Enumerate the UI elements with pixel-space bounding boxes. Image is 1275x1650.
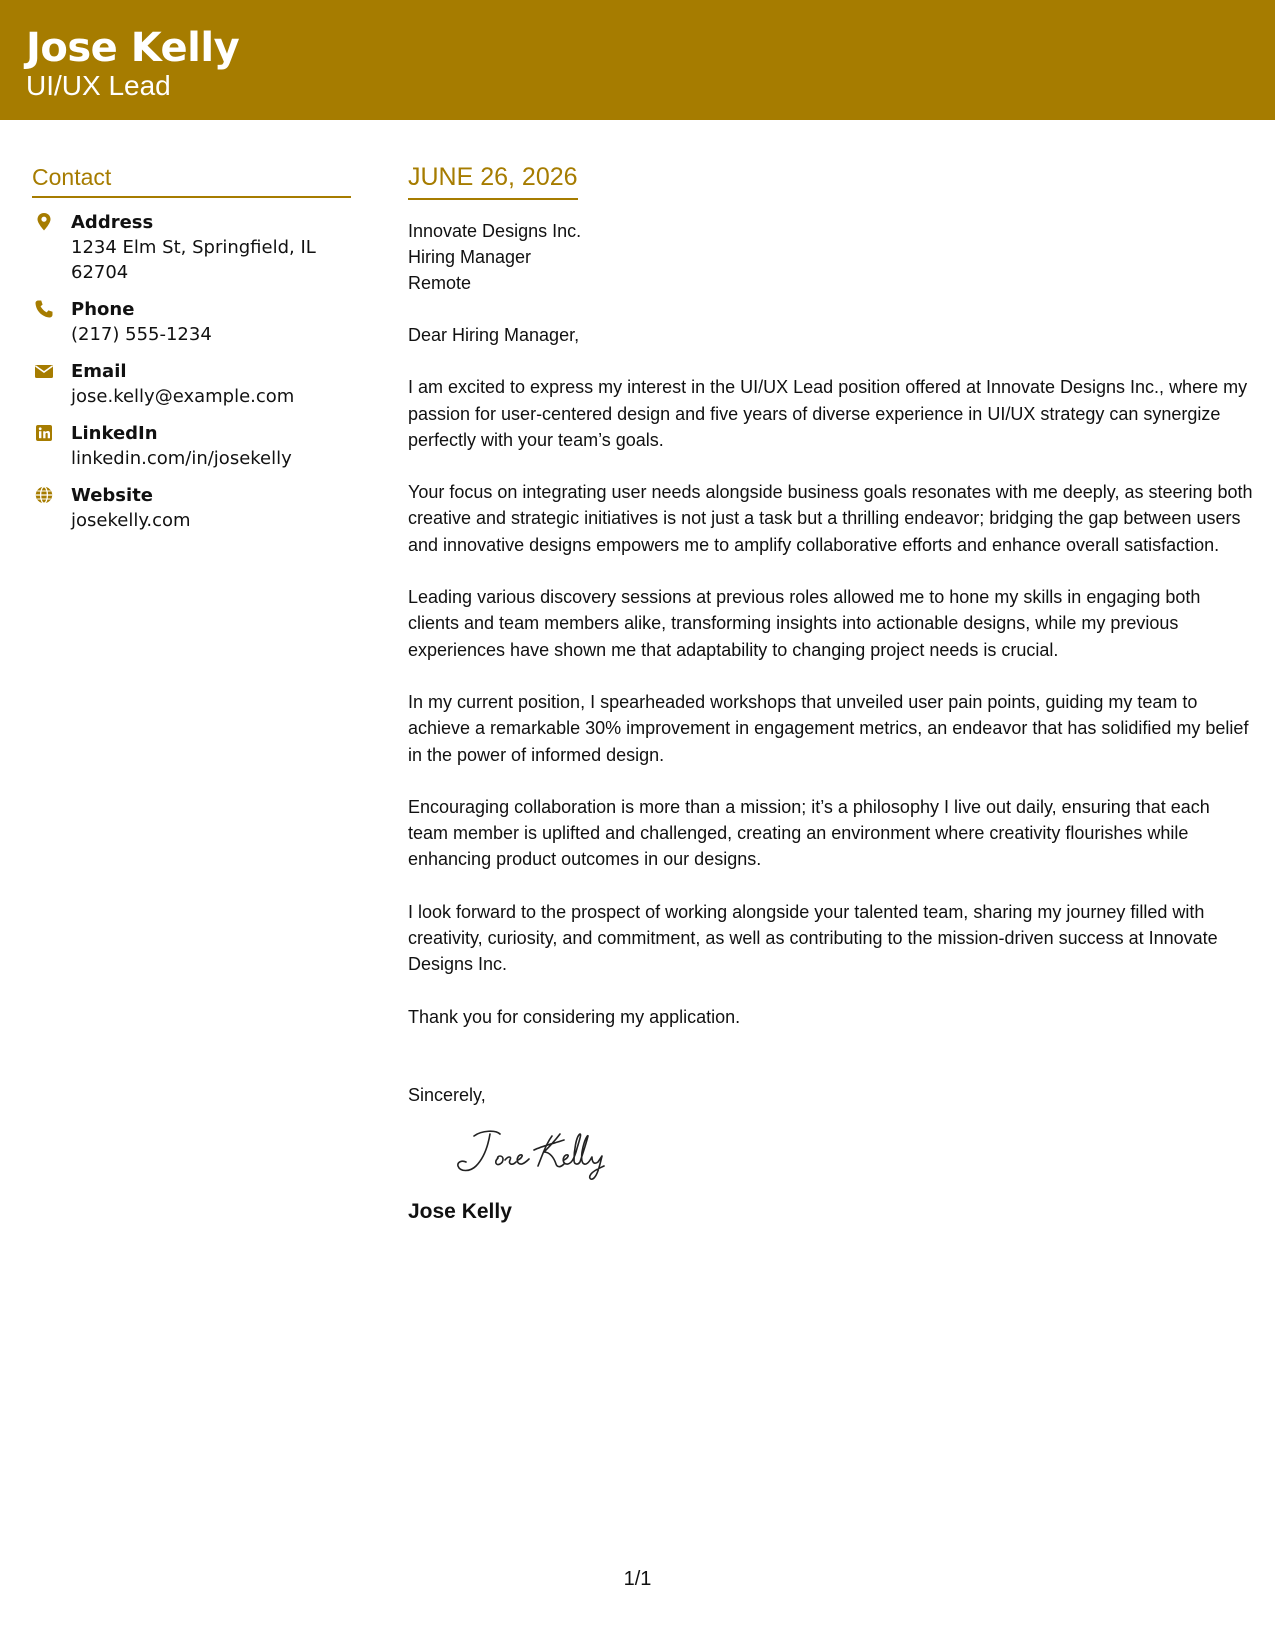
page-number: 1/1 [623, 1568, 652, 1590]
envelope-icon [34, 361, 54, 381]
contact-linkedin [32, 421, 351, 471]
recipient-attention: Hiring Manager [408, 247, 532, 267]
applicant-role: UI/UX Lead [26, 70, 171, 101]
recipient-location: Remote [408, 273, 472, 293]
salutation: Dear Hiring Manager, [408, 325, 580, 345]
page-header [0, 0, 1275, 120]
contact-address [32, 210, 351, 285]
contact-value[interactable]: josekelly.com [71, 510, 191, 531]
recipient-company: Innovate Designs Inc. [408, 221, 582, 241]
map-pin-icon [34, 212, 54, 232]
contact-label: Email [71, 361, 127, 382]
contact-sidebar [32, 160, 351, 545]
globe-icon [34, 485, 54, 505]
letter-body [408, 160, 1253, 1226]
contact-value[interactable]: jose.kelly@example.com [71, 386, 295, 407]
thanks-line: Thank you for considering my application. [408, 1006, 741, 1027]
contact-section-title: Contact [32, 160, 351, 198]
body-paragraph: I am excited to express my interest in the UI/UX Lead position offered at Innovate Designs Inc., where my passion for user-centered design and five years of diverse experience in UI/UX strategy can synergize perfectly with your team’s goals. [408, 377, 1248, 450]
contact-website [32, 483, 351, 533]
contact-value: 1234 Elm St, Springfield, IL 62704 [71, 237, 316, 283]
handwritten-signature [452, 1122, 632, 1184]
contact-value[interactable]: linkedin.com/in/josekelly [71, 448, 292, 469]
applicant-name: Jose Kelly [26, 25, 240, 71]
body-paragraph: I look forward to the prospect of working alongside your talented team, sharing my journey filled with creativity, curiosity, and commitment, as well as contributing to the mission-driven success at Innovate Designs Inc. [408, 901, 1218, 975]
contact-phone [32, 297, 351, 347]
signer-name: Jose Kelly [408, 1200, 512, 1224]
contact-email [32, 359, 351, 409]
recipient-block [408, 218, 1253, 296]
phone-icon [34, 299, 54, 319]
letter-date: JUNE 26, 2026 [408, 160, 578, 200]
closing: Sincerely, [408, 1084, 486, 1105]
contact-label: LinkedIn [71, 423, 158, 444]
contact-label: Address [71, 212, 154, 233]
body-paragraph: In my current position, I spearheaded workshops that unveiled user pain points, guiding my team to achieve a remarkable 30% improvement in engagement metrics, an endeavor that has solidified my belief in the power of informed design. [408, 691, 1249, 765]
contact-value: (217) 555-1234 [71, 324, 212, 345]
contact-label: Phone [71, 299, 135, 320]
body-paragraph: Leading various discovery sessions at previous roles allowed me to hone my skills in engaging both clients and team members alike, transforming insights into actionable designs, while my previous experiences have shown me that adaptability to changing project needs is crucial. [408, 587, 1201, 660]
linkedin-icon [34, 423, 54, 443]
body-paragraph: Your focus on integrating user needs alongside business goals resonates with me deeply, as steering both creative and strategic initiatives is not just a task but a thrilling endeavor; bridging the gap between users and innovative designs empowers me to amplify collaborative efforts and enhance overall satisfaction. [408, 482, 1253, 555]
contact-label: Website [71, 485, 154, 506]
body-paragraph: Encouraging collaboration is more than a mission; it’s a philosophy I live out daily, ensuring that each team member is uplifted and challenged, creating an environment where creativity flourishes while enhancing product outcomes in our designs. [408, 796, 1210, 870]
